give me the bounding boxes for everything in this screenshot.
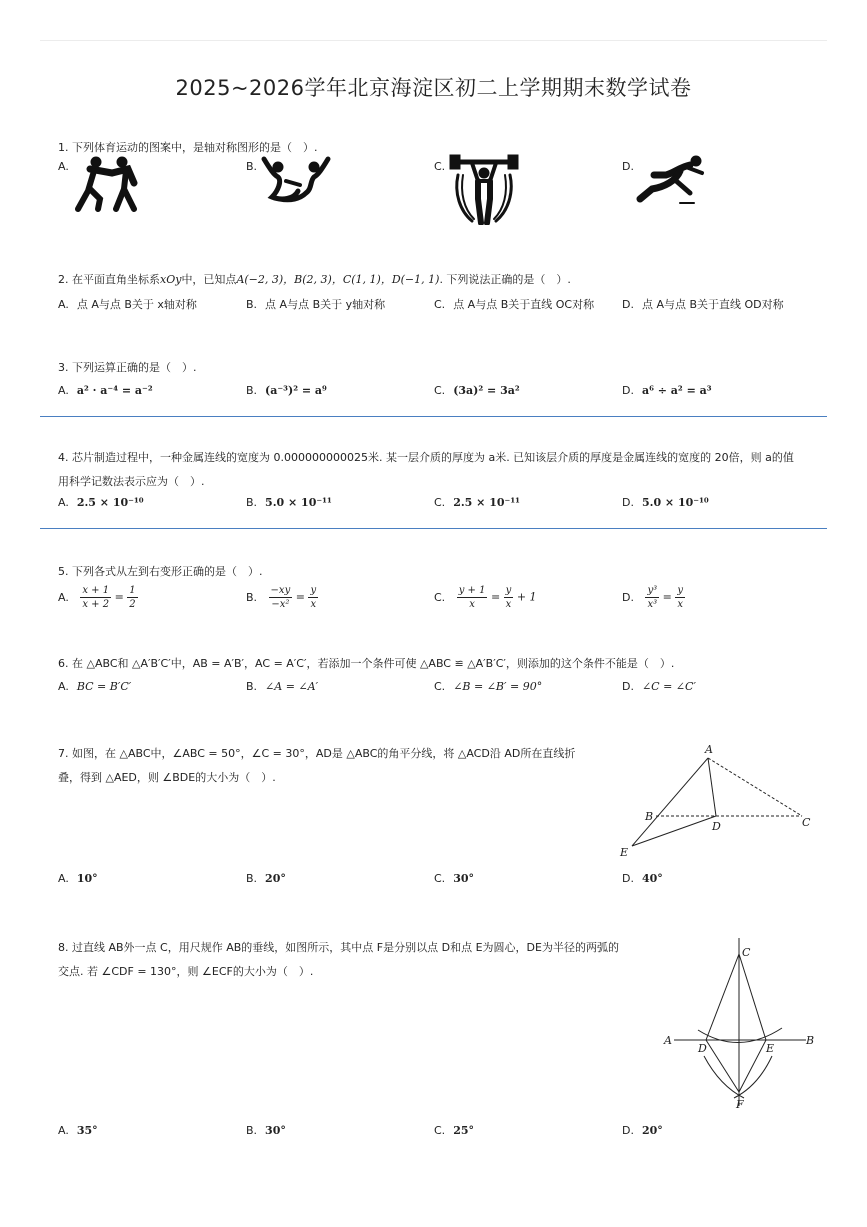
option-d: [622, 872, 663, 885]
option-d-text: 点 A与点 B关于直线 OD对称: [641, 298, 784, 311]
option-c-text: 点 A与点 B关于直线 OC对称: [453, 298, 595, 311]
segment-ad: [708, 758, 716, 816]
option-b: [246, 384, 327, 397]
arc-from-e: [704, 1056, 744, 1098]
option-a-text: 2.5 × 10⁻¹⁰: [76, 496, 144, 509]
numerator: x + 1: [82, 585, 110, 596]
option-b: [246, 1124, 286, 1137]
option-c-text: ∠B = ∠B′ = 90°: [453, 680, 543, 693]
option-d-label: D.: [622, 298, 634, 311]
option-b-text: 30°: [265, 1124, 286, 1137]
perpendicular-construction-figure: [660, 934, 816, 1112]
denominator: x + 2: [82, 599, 110, 610]
label-d: D: [712, 820, 721, 833]
option-d-text: 20°: [641, 1124, 663, 1137]
option-a-label: A.: [58, 384, 69, 397]
option-b-label: B.: [246, 1124, 258, 1137]
option-a: [58, 1124, 98, 1137]
option-c: [434, 496, 520, 509]
label-e: E: [766, 1042, 775, 1055]
option-d-label: D.: [622, 384, 634, 397]
option-a-label: A.: [58, 1124, 69, 1137]
fraction: [504, 584, 514, 611]
denominator: x: [505, 599, 512, 610]
label-a: A: [664, 1034, 672, 1047]
question-6-options: [58, 680, 818, 700]
question-7-stem-line-2: 叠，得到 △AED，则 ∠BDE的大小为（ ）.: [58, 771, 276, 784]
question-5-options: [58, 584, 818, 612]
question-1-stem: 1. 下列体育运动的图案中，是轴对称图形的是（ ）.: [58, 141, 318, 154]
option-d: [622, 1124, 663, 1137]
question-6: [58, 652, 818, 676]
option-d: [622, 384, 712, 397]
option-c: [434, 384, 520, 397]
fraction: [645, 584, 659, 611]
option-b: [246, 872, 286, 885]
option-c-label: C.: [434, 590, 446, 604]
option-b-label: B.: [246, 160, 258, 173]
segment-cd: [706, 954, 739, 1040]
wrestling-icon: [72, 155, 144, 213]
option-a-label: A.: [58, 872, 69, 885]
option-b-text: ∠A = ∠A′: [265, 680, 319, 693]
segment-ac: [708, 758, 802, 816]
option-a-label: A.: [58, 298, 69, 311]
question-8-stem-line-2: 交点. 若 ∠CDF = 130°，则 ∠ECF的大小为（ ）.: [58, 965, 314, 978]
fraction: [457, 584, 488, 611]
fraction: [127, 584, 137, 611]
option-a: [58, 680, 131, 693]
option-c: [434, 296, 594, 312]
option-a-text: a² · a⁻⁴ = a⁻²: [76, 384, 153, 397]
section-divider: [40, 416, 827, 417]
question-6-stem: 6. 在 △ABC和 △A′B′C′中，AB = A′B′，AC = A′C′，若添加一个条件可使 △ABC ≌ △A′B′C′，则添加的这个条件不能是（ ）.: [58, 657, 675, 670]
label-e: E: [620, 846, 629, 859]
denominator: x³: [647, 599, 658, 610]
option-a-text: 10°: [76, 872, 98, 885]
weightlifting-icon: [448, 153, 520, 225]
question-7-options: [58, 872, 818, 892]
option-b-label: B.: [246, 872, 258, 885]
option-d-text: a⁶ ÷ a² = a³: [641, 384, 712, 397]
equals-sign: =: [490, 590, 501, 604]
label-b: B: [806, 1034, 815, 1047]
denominator: x: [310, 599, 317, 610]
option-c-label: C.: [434, 872, 446, 885]
option-d: [622, 296, 784, 312]
question-8: [58, 936, 658, 984]
option-c-text: (3a)² = 3a²: [453, 384, 520, 397]
fraction: [269, 584, 293, 611]
option-c-label: C.: [434, 160, 446, 173]
numerator: −xy: [270, 585, 291, 596]
denominator: x: [469, 599, 475, 610]
equals-sign: =: [295, 590, 305, 604]
option-b-text: 5.0 × 10⁻¹¹: [265, 496, 332, 509]
question-7: [58, 742, 618, 790]
option-a: [58, 584, 138, 611]
option-c-label: C.: [434, 680, 446, 693]
option-c: [434, 872, 474, 885]
option-b-text: (a⁻³)² = a⁹: [265, 384, 327, 397]
option-a-label: A.: [58, 680, 69, 693]
label-c: C: [802, 816, 811, 829]
section-divider: [40, 528, 827, 529]
option-b-label: B.: [246, 590, 258, 604]
option-b-text: 点 A与点 B关于 y轴对称: [265, 298, 386, 311]
question-2-stem-mid: 中，已知点: [181, 273, 237, 286]
option-a-label: A.: [58, 160, 69, 173]
fraction: [80, 584, 111, 611]
option-c: [434, 680, 542, 693]
label-c: C: [742, 946, 751, 959]
question-8-options: [58, 1124, 818, 1144]
option-d-text: 5.0 × 10⁻¹⁰: [641, 496, 709, 509]
fraction: [675, 584, 685, 611]
option-d-label: D.: [622, 1124, 634, 1137]
option-c-label: C.: [434, 1124, 446, 1137]
equals-sign: =: [114, 590, 124, 604]
option-d-label: D.: [622, 872, 634, 885]
question-3-stem: 3. 下列运算正确的是（ ）.: [58, 361, 197, 374]
coordinate-system: xOy: [160, 273, 182, 286]
question-4: [58, 446, 818, 494]
option-a-text: BC = B′C′: [76, 680, 132, 693]
option-b-label: B.: [246, 384, 258, 397]
option-c: [434, 1124, 474, 1137]
option-d-label: D.: [622, 680, 634, 693]
question-7-stem-line-1: 7. 如图，在 △ABC中，∠ABC = 50°，∠C = 30°，AD是 △ABC的角平分线，将 △ACD沿 AD所在直线折: [58, 747, 576, 760]
plus-one: + 1: [516, 590, 537, 604]
option-d-label: D.: [622, 590, 634, 604]
option-b-label: B.: [246, 680, 258, 693]
question-3: [58, 356, 818, 380]
question-4-stem-line-2: 用科学记数法表示应为（ ）.: [58, 475, 205, 488]
option-b-label: B.: [246, 298, 258, 311]
label-a: A: [705, 743, 713, 756]
option-a-text: 35°: [76, 1124, 98, 1137]
question-4-options: [58, 496, 818, 516]
question-5: [58, 560, 818, 584]
option-b: [246, 496, 332, 509]
option-c-text: 25°: [453, 1124, 474, 1137]
option-a: [58, 384, 153, 397]
option-b-label: B.: [246, 496, 258, 509]
option-c-text: 2.5 × 10⁻¹¹: [453, 496, 520, 509]
option-a: [58, 496, 144, 509]
option-c-label: C.: [434, 496, 446, 509]
option-a-label: A.: [58, 496, 69, 509]
top-divider: [40, 40, 827, 41]
speed-skating-icon: [636, 153, 708, 207]
denominator: x: [677, 599, 683, 610]
option-c-label: C.: [434, 298, 446, 311]
numerator: y: [310, 585, 317, 596]
option-b: [246, 584, 318, 611]
option-d-text: ∠C = ∠C′: [641, 680, 696, 693]
option-a: [58, 872, 98, 885]
question-2: [58, 268, 818, 292]
option-a: [58, 296, 197, 312]
option-d: [622, 680, 696, 693]
equals-sign: =: [662, 590, 672, 604]
option-a-label: A.: [58, 590, 69, 604]
option-b: [246, 680, 318, 693]
option-d-label: D.: [622, 496, 634, 509]
fraction: [308, 584, 318, 611]
segment-ce: [739, 954, 766, 1040]
question-2-stem-prefix: 2. 在平面直角坐标系: [58, 273, 160, 286]
numerator: y + 1: [458, 585, 486, 596]
option-d: [622, 584, 685, 611]
numerator: y: [505, 585, 512, 596]
question-2-points: A(−2, 3)，B(2, 3)，C(1, 1)，D(−1, 1): [236, 273, 440, 286]
page-title: 2025~2026学年北京海淀区初二上学期期末数学试卷: [175, 76, 692, 100]
segment-df: [706, 1040, 739, 1092]
question-2-options: [58, 296, 818, 316]
numerator: y³: [647, 585, 658, 596]
question-4-stem-line-1: 4. 芯片制造过程中，一种金属连线的宽度为 0.000000000025米. 某一层介质的厚度为 a米. 已知该层介质的厚度是金属连线的宽度的 20倍，则 a的值: [58, 451, 794, 464]
numerator: 1: [129, 585, 136, 596]
numerator: y: [677, 585, 684, 596]
option-d-label: D.: [622, 160, 634, 173]
option-b: [246, 296, 385, 312]
label-b: B: [645, 810, 654, 823]
option-d-text: 40°: [641, 872, 663, 885]
option-c: [434, 584, 537, 611]
question-5-stem: 5. 下列各式从左到右变形正确的是（ ）.: [58, 565, 263, 578]
triangle-fold-figure: [612, 738, 818, 860]
label-d: D: [698, 1042, 707, 1055]
denominator: −x²: [271, 599, 290, 610]
option-d: [622, 496, 709, 509]
denominator: 2: [129, 599, 136, 610]
question-3-options: [58, 384, 818, 404]
question-2-stem-suffix: . 下列说法正确的是（ ）.: [439, 273, 571, 286]
option-a-text: 点 A与点 B关于 x轴对称: [76, 298, 197, 311]
label-f: F: [736, 1098, 744, 1111]
option-b-text: 20°: [265, 872, 286, 885]
question-2-stem: [58, 268, 818, 292]
dance-icon: [260, 155, 332, 205]
question-8-stem-line-1: 8. 过直线 AB外一点 C，用尺规作 AB的垂线，如图所示，其中点 F是分别以点 D和点 E为圆心，DE为半径的两弧的: [58, 941, 619, 954]
option-c-text: 30°: [453, 872, 474, 885]
option-c-label: C.: [434, 384, 446, 397]
